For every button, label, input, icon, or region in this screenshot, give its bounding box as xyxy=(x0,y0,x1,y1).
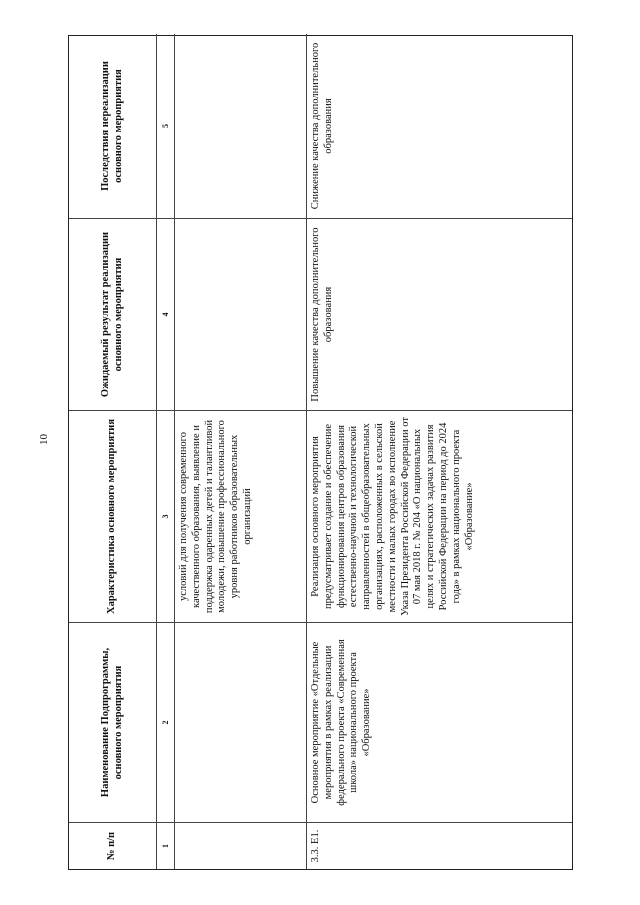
column-index: 2 xyxy=(157,622,175,822)
column-index: 1 xyxy=(157,822,175,869)
header-num: № п/п xyxy=(69,822,157,869)
header-characteristic: Характеристика основного мероприятия xyxy=(69,410,157,622)
column-index: 5 xyxy=(157,34,175,218)
row-result xyxy=(175,218,307,410)
row-num xyxy=(175,822,307,869)
row-name: Основное мероприятие «Отдельные мероприятия в рамках реализации федерального проекта «Современная школа» национального проекта «Образование» xyxy=(307,622,572,822)
row-characteristic: условий для получения современного качественного образования, выявление и поддержка одаренных детей и талантливой молодежи, повышение профессионального уровня работников образовательных организаций xyxy=(175,410,307,622)
header-name: Наименование Подпрограммы, основного мероприятия xyxy=(69,622,157,822)
column-index: 3 xyxy=(157,410,175,622)
row-consequence xyxy=(175,34,307,218)
page-number: 10 xyxy=(38,434,50,445)
row-name xyxy=(175,622,307,822)
row-characteristic: Реализация основного мероприятия предусматривает создание и обеспечение функционирования центров образования естественно-научной и технологической направленностей в общеобразовательных организациях, расположенных в сельской местности и малых городах во исполнение Указа Президента Российской Федерации от 07 мая 2018 г. № 204 «О национальных целях и стратегических задачах развития Российской Федерации на период до 2024 года» в рамках национального проекта «Образование» xyxy=(307,410,572,622)
header-result: Ожидаемый результат реализации основного мероприятия xyxy=(69,218,157,410)
header-consequence: Последствия нереализации основного мероприятия xyxy=(69,34,157,218)
program-table xyxy=(68,35,573,870)
row-num: 3.3. Е1. xyxy=(307,822,572,869)
row-result: Повышение качества дополнительного образования xyxy=(307,218,572,410)
row-consequence: Снижение качества дополнительного образования xyxy=(310,42,334,210)
column-index: 4 xyxy=(157,218,175,410)
